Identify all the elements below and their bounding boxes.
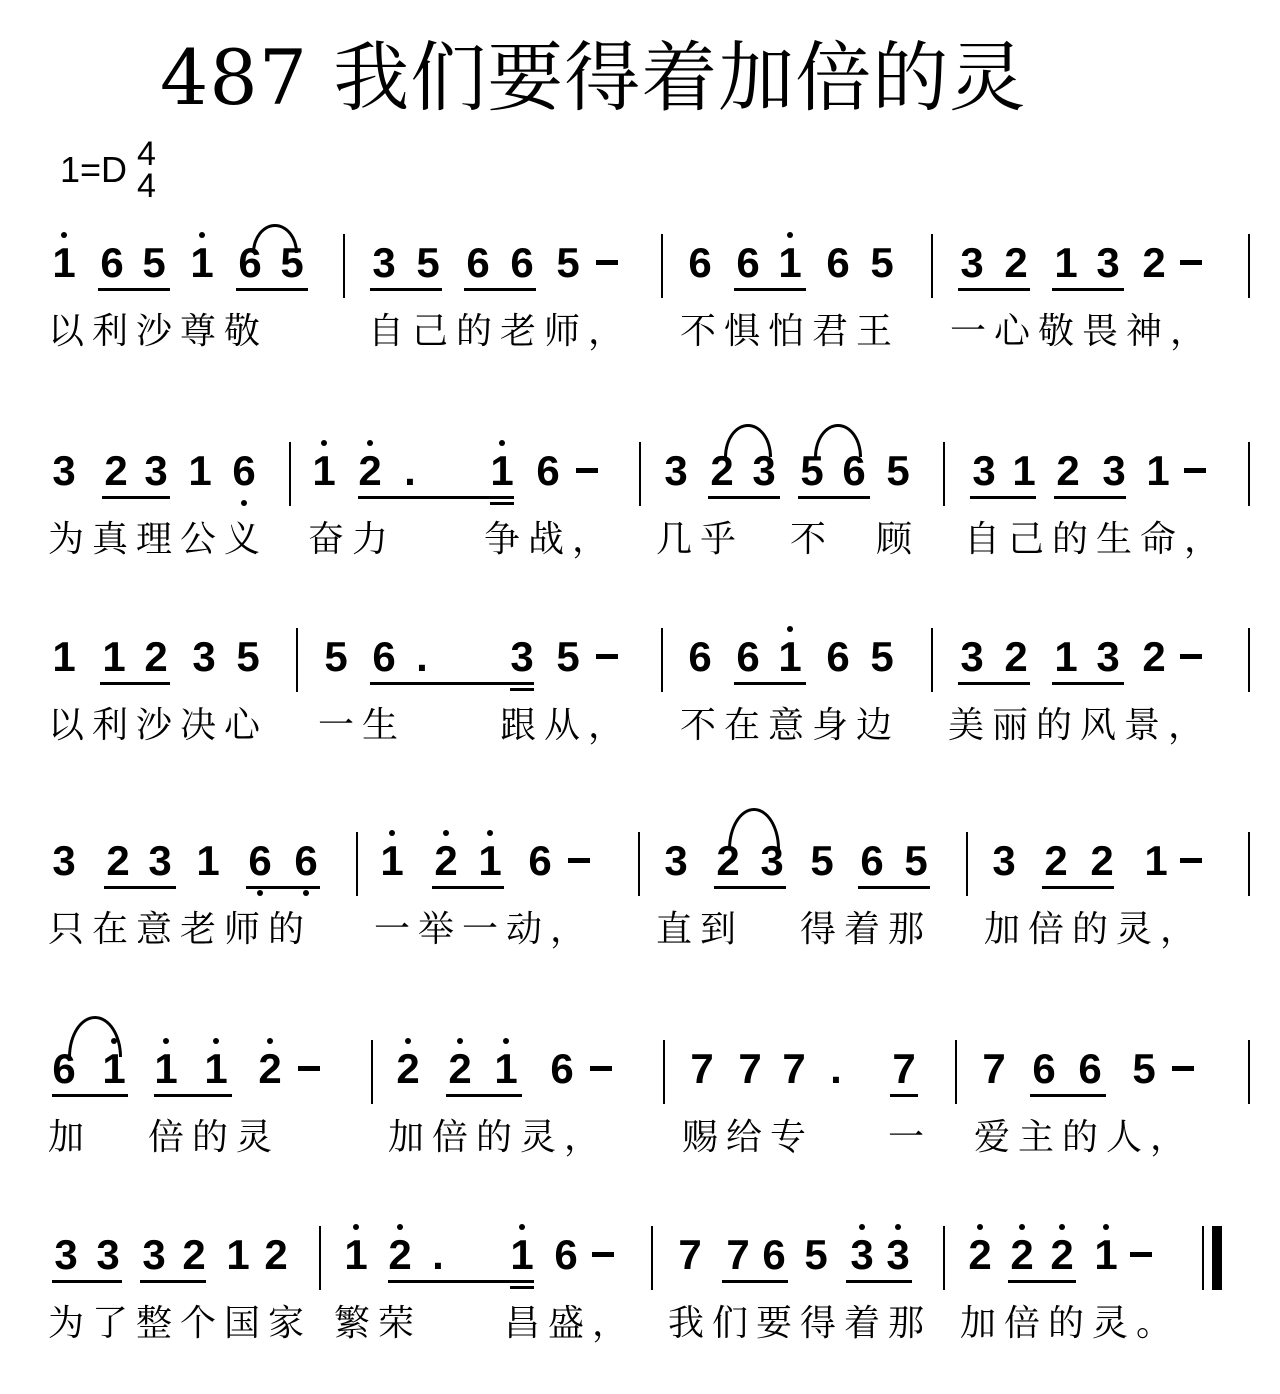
note: 2 bbox=[1004, 633, 1028, 680]
note: 5 bbox=[886, 447, 910, 494]
note: 5 bbox=[324, 633, 348, 680]
lyric: 我们要得着那 bbox=[668, 1303, 933, 1344]
note: 7 bbox=[738, 1045, 762, 1092]
note: 6 bbox=[510, 239, 534, 286]
note: 6 bbox=[100, 239, 124, 286]
note: 3 bbox=[372, 239, 396, 286]
lyric: 赐给专 bbox=[682, 1117, 815, 1158]
key-label: 1=D bbox=[60, 149, 128, 190]
song-title: 487 我们要得着加倍的灵 bbox=[160, 33, 1027, 122]
lyric: 自己的老师， bbox=[368, 311, 633, 352]
note: 7 bbox=[690, 1045, 714, 1092]
barline bbox=[943, 1226, 945, 1290]
barline bbox=[661, 234, 663, 298]
note: 3 bbox=[192, 633, 216, 680]
note: 2 bbox=[106, 837, 130, 884]
music-line bbox=[0, 820, 1280, 900]
note: 1 bbox=[196, 837, 220, 884]
note: 2 bbox=[710, 447, 734, 494]
lyric: 加倍的灵。 bbox=[960, 1303, 1181, 1344]
beam bbox=[102, 496, 170, 499]
note: 1 bbox=[306, 446, 342, 496]
barline bbox=[966, 832, 968, 896]
barline bbox=[343, 234, 345, 298]
note: 6 bbox=[762, 1231, 786, 1278]
note: 2 bbox=[716, 837, 740, 884]
note: 3 bbox=[960, 633, 984, 680]
beam bbox=[52, 1280, 122, 1283]
note: 6 bbox=[466, 239, 490, 286]
note: 5 bbox=[804, 1231, 828, 1278]
note: 1 bbox=[96, 1044, 132, 1094]
barline bbox=[931, 234, 933, 298]
note: 6 bbox=[536, 447, 560, 494]
note: 5 bbox=[800, 447, 824, 494]
lyric: 争战， bbox=[484, 519, 617, 560]
lyric: 不惧怕君王 bbox=[680, 311, 901, 352]
barline bbox=[289, 442, 291, 506]
beam bbox=[1054, 496, 1126, 499]
note: 1 bbox=[1146, 447, 1170, 494]
note: . bbox=[404, 447, 416, 494]
beam bbox=[958, 682, 1030, 685]
note: 1 bbox=[52, 633, 76, 680]
note: 2 bbox=[1004, 1230, 1040, 1280]
beam bbox=[798, 496, 870, 499]
note: . bbox=[432, 1231, 444, 1278]
barline bbox=[955, 1040, 957, 1104]
barline bbox=[1248, 1040, 1250, 1104]
key-signature bbox=[60, 135, 156, 205]
beam bbox=[388, 1280, 534, 1283]
note: 5 bbox=[556, 239, 580, 286]
note: 1 bbox=[226, 1231, 250, 1278]
lyric: 一举一动， bbox=[374, 909, 595, 950]
final-barline bbox=[1212, 1226, 1222, 1290]
note: 7 bbox=[678, 1231, 702, 1278]
lyric: 以利沙决心 bbox=[48, 705, 269, 746]
note: 6 bbox=[826, 633, 850, 680]
note: 6 bbox=[688, 633, 712, 680]
beam bbox=[1052, 288, 1124, 291]
note: 5 bbox=[1132, 1045, 1156, 1092]
note: 3 bbox=[760, 837, 784, 884]
dash bbox=[596, 654, 618, 659]
music-line bbox=[0, 616, 1280, 696]
note: 2 bbox=[182, 1231, 206, 1278]
note: 6 bbox=[550, 1045, 574, 1092]
dash bbox=[1172, 1066, 1194, 1071]
beam bbox=[52, 1094, 128, 1097]
barline bbox=[356, 832, 358, 896]
music-line bbox=[0, 1028, 1280, 1108]
beam bbox=[100, 682, 170, 685]
note: 1 bbox=[1144, 837, 1168, 884]
note: 5 bbox=[142, 239, 166, 286]
dash bbox=[576, 468, 598, 473]
barline bbox=[639, 442, 641, 506]
note: 2 bbox=[1056, 447, 1080, 494]
beam bbox=[370, 682, 534, 685]
beam bbox=[958, 288, 1030, 291]
beam bbox=[846, 1280, 912, 1283]
beam bbox=[722, 1280, 788, 1283]
note: 3 bbox=[1102, 447, 1126, 494]
note: 5 bbox=[280, 239, 304, 286]
lyric: 顾 bbox=[876, 519, 921, 560]
note: 6 bbox=[1078, 1045, 1102, 1092]
barline bbox=[1202, 1226, 1204, 1290]
note: 3 bbox=[960, 239, 984, 286]
note: 1 bbox=[472, 836, 508, 886]
note: 3 bbox=[52, 837, 76, 884]
barline bbox=[1248, 832, 1250, 896]
beam bbox=[1030, 1094, 1106, 1097]
note: 2 bbox=[390, 1044, 426, 1094]
note: . bbox=[830, 1045, 842, 1092]
dash bbox=[1130, 1252, 1152, 1257]
note: 5 bbox=[904, 837, 928, 884]
beam bbox=[714, 886, 786, 889]
beam bbox=[446, 1094, 522, 1097]
beam bbox=[246, 886, 320, 889]
beam bbox=[1052, 682, 1124, 685]
lyric: 为真理公义 bbox=[48, 519, 269, 560]
beam bbox=[858, 886, 930, 889]
lyric: 加倍的灵， bbox=[984, 909, 1205, 950]
beam bbox=[970, 496, 1036, 499]
music-line bbox=[0, 222, 1280, 302]
note: 3 bbox=[510, 633, 534, 680]
slur bbox=[814, 424, 862, 457]
barline bbox=[943, 442, 945, 506]
lyric: 繁荣 bbox=[334, 1303, 423, 1344]
note: 1 bbox=[488, 1044, 524, 1094]
note: 2 bbox=[1090, 837, 1114, 884]
note: 1 bbox=[184, 238, 220, 288]
note: 1 bbox=[1054, 239, 1078, 286]
barline bbox=[371, 1040, 373, 1104]
beam bbox=[734, 288, 806, 291]
note: 6 bbox=[372, 633, 396, 680]
lyric: 昌盛， bbox=[504, 1303, 637, 1344]
note: 3 bbox=[144, 447, 168, 494]
barline bbox=[319, 1226, 321, 1290]
note: 6 bbox=[860, 837, 884, 884]
note: 6 bbox=[238, 239, 262, 286]
note: 3 bbox=[844, 1230, 880, 1280]
lyric: 一心敬畏神， bbox=[950, 311, 1215, 352]
beam bbox=[236, 288, 308, 291]
note: 6 bbox=[736, 633, 760, 680]
lyric: 直到 bbox=[656, 909, 745, 950]
note: 5 bbox=[870, 239, 894, 286]
beam bbox=[734, 682, 806, 685]
dash bbox=[592, 1252, 614, 1257]
beam bbox=[708, 496, 780, 499]
lyric: 只在意老师的 bbox=[48, 909, 313, 950]
beam bbox=[1042, 886, 1114, 889]
note: 3 bbox=[52, 447, 76, 494]
beam bbox=[104, 886, 176, 889]
note: 2 bbox=[962, 1230, 998, 1280]
lyric: 倍的灵 bbox=[148, 1117, 281, 1158]
note: 2 bbox=[442, 1044, 478, 1094]
lyric: 一 bbox=[888, 1117, 933, 1158]
note: 5 bbox=[870, 633, 894, 680]
lyric: 爱主的人， bbox=[974, 1117, 1195, 1158]
note: 2 bbox=[104, 447, 128, 494]
note: 3 bbox=[880, 1230, 916, 1280]
note: 6 bbox=[1032, 1045, 1056, 1092]
note: 3 bbox=[972, 447, 996, 494]
note: 2 bbox=[382, 1230, 418, 1280]
dash bbox=[1184, 468, 1206, 473]
lyric: 一生 bbox=[318, 705, 407, 746]
slur bbox=[252, 224, 298, 253]
dash bbox=[1180, 858, 1202, 863]
note: 3 bbox=[54, 1231, 78, 1278]
note: 1 bbox=[198, 1044, 234, 1094]
beam bbox=[140, 1280, 206, 1283]
beam bbox=[1008, 1280, 1076, 1283]
beam bbox=[358, 496, 514, 499]
beam bbox=[154, 1094, 232, 1097]
lyric: 奋力 bbox=[308, 519, 397, 560]
note: 2 bbox=[264, 1231, 288, 1278]
note: 6 bbox=[826, 239, 850, 286]
beam bbox=[510, 688, 534, 691]
barline bbox=[638, 832, 640, 896]
note: 1 bbox=[772, 632, 808, 682]
music-line bbox=[0, 1214, 1280, 1294]
note: 1 bbox=[148, 1044, 184, 1094]
beam bbox=[464, 288, 536, 291]
lyric: 几乎 bbox=[656, 519, 745, 560]
beam bbox=[98, 288, 170, 291]
note: 1 bbox=[1012, 447, 1036, 494]
note: 3 bbox=[142, 1231, 166, 1278]
barline bbox=[1248, 234, 1250, 298]
note: 2 bbox=[1044, 837, 1068, 884]
note: 2 bbox=[144, 633, 168, 680]
dash bbox=[568, 858, 590, 863]
note: 2 bbox=[1142, 239, 1166, 286]
note: 7 bbox=[726, 1231, 750, 1278]
note: 2 bbox=[1004, 239, 1028, 286]
note: 3 bbox=[1096, 633, 1120, 680]
note: 5 bbox=[556, 633, 580, 680]
note: 3 bbox=[148, 837, 172, 884]
slur bbox=[724, 424, 772, 457]
note: 1 bbox=[188, 447, 212, 494]
note: 6 bbox=[226, 446, 262, 496]
note: 2 bbox=[1142, 633, 1166, 680]
lyric: 加倍的灵， bbox=[388, 1117, 609, 1158]
time-signature bbox=[137, 135, 156, 205]
note: 1 bbox=[504, 1230, 540, 1280]
beam bbox=[510, 1286, 534, 1289]
note: 6 bbox=[554, 1231, 578, 1278]
dash bbox=[1180, 260, 1202, 265]
dash bbox=[298, 1066, 320, 1071]
lyric: 美丽的风景， bbox=[948, 705, 1213, 746]
lyric: 以利沙尊敬 bbox=[48, 311, 269, 352]
note: 3 bbox=[664, 837, 688, 884]
note: 7 bbox=[782, 1045, 806, 1092]
beam bbox=[890, 1094, 918, 1097]
note: 1 bbox=[1054, 633, 1078, 680]
barline bbox=[1248, 628, 1250, 692]
barline bbox=[296, 628, 298, 692]
slur bbox=[728, 808, 780, 849]
note: 5 bbox=[810, 837, 834, 884]
dash bbox=[590, 1066, 612, 1071]
note: . bbox=[416, 633, 428, 680]
note: 2 bbox=[1044, 1230, 1080, 1280]
note: 2 bbox=[428, 836, 464, 886]
note: 7 bbox=[892, 1045, 916, 1092]
barline bbox=[661, 628, 663, 692]
note: 1 bbox=[1088, 1230, 1124, 1280]
note: 1 bbox=[338, 1230, 374, 1280]
note: 5 bbox=[416, 239, 440, 286]
lyric: 不 bbox=[790, 519, 835, 560]
note: 3 bbox=[96, 1231, 120, 1278]
note: 3 bbox=[1096, 239, 1120, 286]
barline bbox=[931, 628, 933, 692]
lyric: 自己的生命， bbox=[964, 519, 1229, 560]
note: 1 bbox=[46, 238, 82, 288]
note: 5 bbox=[236, 633, 260, 680]
dash bbox=[596, 260, 618, 265]
lyric: 为了整个国家 bbox=[48, 1303, 313, 1344]
lyric: 不在意身边 bbox=[680, 705, 901, 746]
note: 1 bbox=[484, 446, 520, 496]
note: 3 bbox=[992, 837, 1016, 884]
note: 6 bbox=[288, 836, 324, 886]
note: 1 bbox=[374, 836, 410, 886]
lyric: 加 bbox=[48, 1117, 93, 1158]
note: 2 bbox=[352, 446, 388, 496]
time-top: 4 bbox=[137, 135, 156, 173]
note: 1 bbox=[772, 238, 808, 288]
barline bbox=[651, 1226, 653, 1290]
lyric: 得着那 bbox=[800, 909, 933, 950]
beam bbox=[490, 502, 514, 505]
note: 3 bbox=[664, 447, 688, 494]
note: 7 bbox=[982, 1045, 1006, 1092]
note: 6 bbox=[736, 239, 760, 286]
lyric: 跟从， bbox=[500, 705, 633, 746]
note: 6 bbox=[688, 239, 712, 286]
music-line bbox=[0, 430, 1280, 510]
note: 2 bbox=[252, 1044, 288, 1094]
note: 1 bbox=[102, 633, 126, 680]
dash bbox=[1180, 654, 1202, 659]
barline bbox=[663, 1040, 665, 1104]
note: 6 bbox=[842, 447, 866, 494]
barline bbox=[1248, 442, 1250, 506]
beam bbox=[370, 288, 442, 291]
time-bottom: 4 bbox=[137, 167, 156, 205]
note: 6 bbox=[52, 1045, 76, 1092]
beam bbox=[432, 886, 504, 889]
note: 6 bbox=[242, 836, 278, 886]
slur bbox=[68, 1016, 122, 1057]
note: 3 bbox=[752, 447, 776, 494]
note: 6 bbox=[528, 837, 552, 884]
